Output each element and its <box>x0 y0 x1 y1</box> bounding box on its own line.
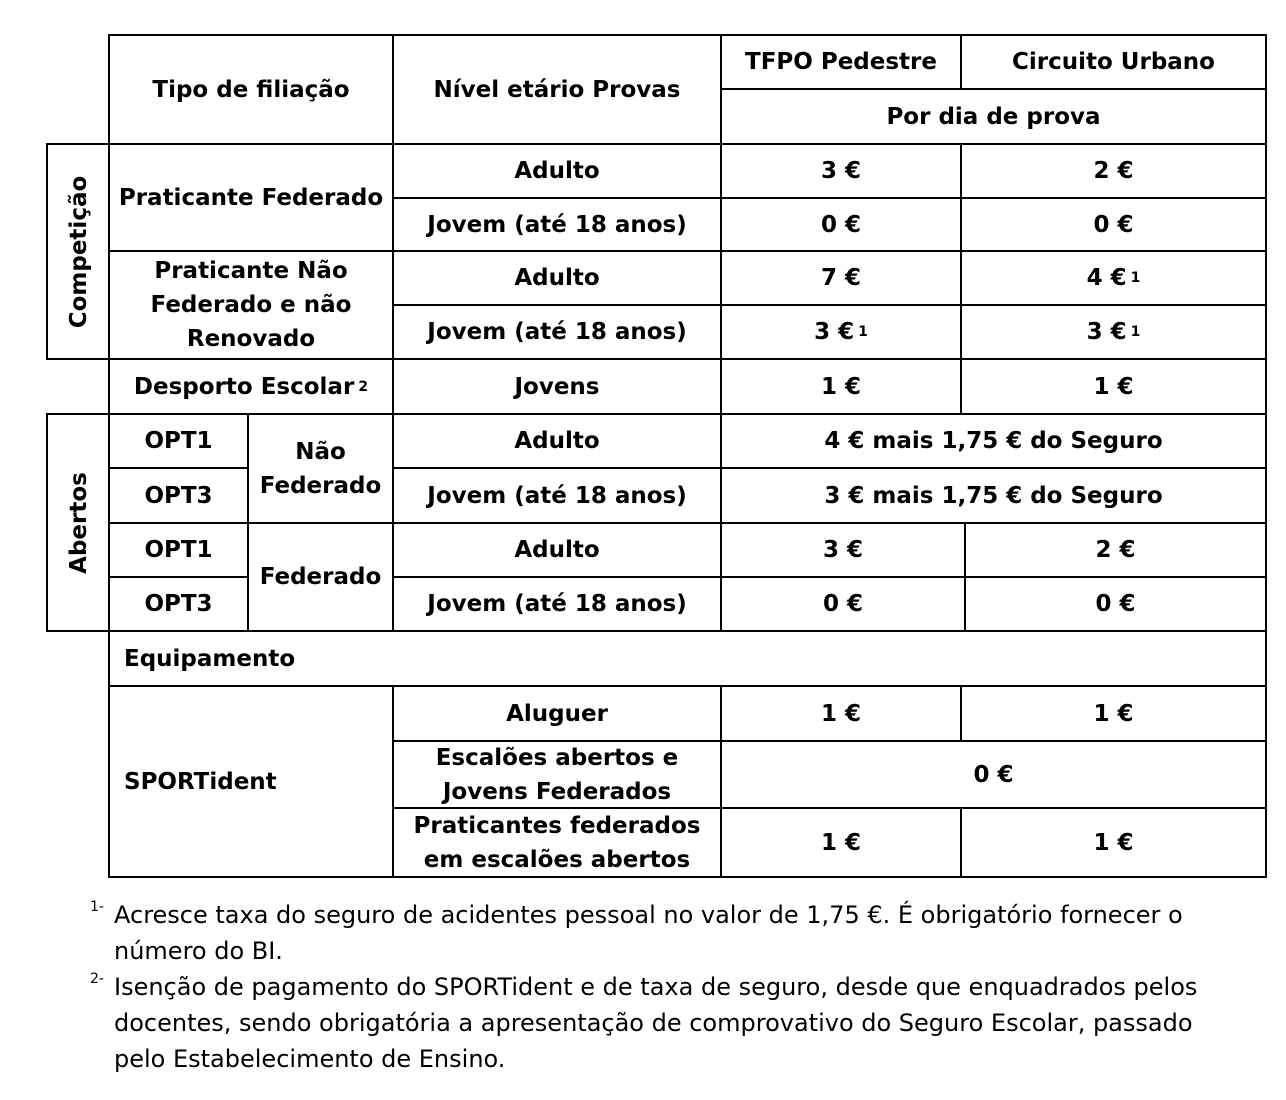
abertos-opt3-b: OPT3 <box>108 576 249 632</box>
header-tfpo-pedestre: TFPO Pedestre <box>720 34 962 90</box>
header-nivel-etario: Nível etário Provas <box>392 34 722 145</box>
equip-row2-merged: 0 € <box>720 740 1267 809</box>
abertos-row4-circuito: 0 € <box>964 576 1267 632</box>
desporto-escolar-text: Desporto Escolar <box>133 373 355 400</box>
competicao-row3-tfpo: 7 € <box>720 250 962 306</box>
abertos-row2-merged: 3 € mais 1,75 € do Seguro <box>720 467 1267 524</box>
equip-row1-circuito: 1 € <box>960 685 1267 742</box>
competicao-row2-circuito: 0 € <box>960 197 1267 252</box>
footnote-1-mark: 1- <box>90 899 104 915</box>
desporto-escolar-nivel: Jovens <box>392 358 722 415</box>
equip-row3-circuito: 1 € <box>960 807 1267 878</box>
footnote-2 <box>90 969 1250 1077</box>
abertos-federado: Federado <box>247 522 394 632</box>
competicao-row1-nivel: Adulto <box>392 143 722 199</box>
section-abertos-label: Abertos <box>66 472 92 574</box>
header-tipo-filiacao: Tipo de filiação <box>108 34 394 145</box>
abertos-nao-federado: Não Federado <box>247 413 394 524</box>
equip-row3-tfpo: 1 € <box>720 807 962 878</box>
equipamento-label: Equipamento <box>108 630 1267 687</box>
abertos-row4-tfpo: 0 € <box>720 576 966 632</box>
abertos-opt3-a: OPT3 <box>108 467 249 524</box>
competicao-row4-circuito-value: 3 € <box>1086 319 1127 345</box>
abertos-row3-nivel: Adulto <box>392 522 722 578</box>
equip-row1-tfpo: 1 € <box>720 685 962 742</box>
header-circuito-urbano: Circuito Urbano <box>960 34 1267 90</box>
competicao-row4-circuito: 3 € 1 <box>960 304 1267 360</box>
desporto-escolar-label: Desporto Escolar 2 <box>108 358 394 415</box>
section-competicao-label: Competição <box>66 175 92 329</box>
abertos-row2-nivel: Jovem (até 18 anos) <box>392 467 722 524</box>
abertos-opt1-b: OPT1 <box>108 522 249 578</box>
equip-row1-nivel: Aluguer <box>392 685 722 742</box>
competicao-row1-tfpo: 3 € <box>720 143 962 199</box>
competicao-row3-circuito: 4 € 1 <box>960 250 1267 306</box>
desporto-escolar-tfpo: 1 € <box>720 358 962 415</box>
abertos-row1-nivel: Adulto <box>392 413 722 469</box>
header-por-dia: Por dia de prova <box>720 88 1267 145</box>
footnote-1 <box>90 897 1250 969</box>
desporto-escolar-circuito: 1 € <box>960 358 1267 415</box>
competicao-row3-circuito-value: 4 € <box>1086 265 1127 291</box>
competicao-federado-label: Praticante Federado <box>108 143 394 252</box>
abertos-row4-nivel: Jovem (até 18 anos) <box>392 576 722 632</box>
equip-row2-nivel: Escalões abertos e Jovens Federados <box>392 740 722 809</box>
competicao-row2-tfpo: 0 € <box>720 197 962 252</box>
competicao-row3-nivel: Adulto <box>392 250 722 306</box>
footnote-2-mark: 2- <box>90 971 104 987</box>
abertos-row1-merged: 4 € mais 1,75 € do Seguro <box>720 413 1267 469</box>
competicao-row4-nivel: Jovem (até 18 anos) <box>392 304 722 360</box>
competicao-row2-nivel: Jovem (até 18 anos) <box>392 197 722 252</box>
footnote-1-text: Acresce taxa do seguro de acidentes pessoal no valor de 1,75 €. É obrigatório fornecer o número do BI. <box>114 901 1183 965</box>
competicao-row1-circuito: 2 € <box>960 143 1267 199</box>
abertos-row3-circuito: 2 € <box>964 522 1267 578</box>
competicao-nao-federado-label: Praticante Não Federado e não Renovado <box>108 250 394 360</box>
abertos-row3-tfpo: 3 € <box>720 522 966 578</box>
equip-row3-nivel: Praticantes federados em escalões abertos <box>392 807 722 878</box>
abertos-opt1-a: OPT1 <box>108 413 249 469</box>
competicao-row4-tfpo-value: 3 € <box>814 319 855 345</box>
footnote-2-text: Isenção de pagamento do SPORTident e de taxa de seguro, desde que enquadrados pelos docentes, sendo obrigatória a apresentação de comprovativo do Seguro Escolar, passado pelo Estabelecimento de Ensino. <box>114 973 1198 1073</box>
footnotes <box>90 897 1250 1077</box>
sportident-label: SPORTident <box>108 685 394 878</box>
competicao-row4-tfpo: 3 € 1 <box>720 304 962 360</box>
